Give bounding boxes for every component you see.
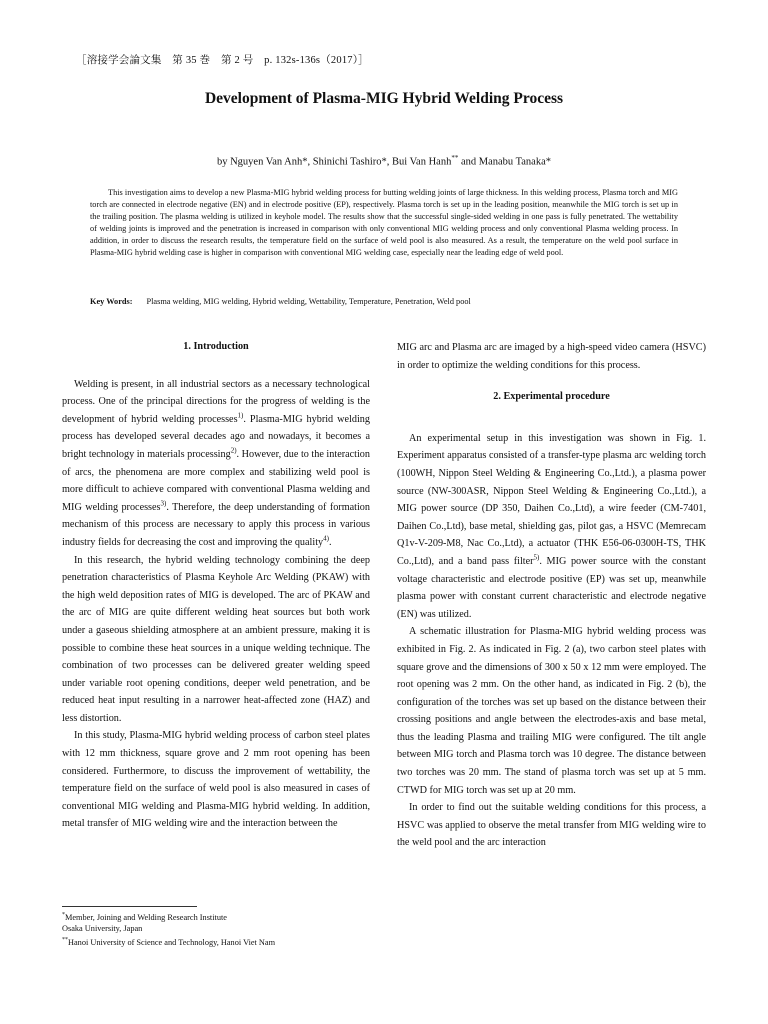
author-separator: , xyxy=(307,156,313,168)
left-column xyxy=(62,338,370,833)
author-3: Bui Van Hanh xyxy=(392,156,452,168)
footnote-mark: * xyxy=(62,912,65,918)
experimental-paragraph-3: In order to find out the suitable welding conditions for this process, a HSVC was applied to observe the metal transfer from MIG welding wire to the weld pool and the arc interaction xyxy=(397,802,706,849)
experimental-paragraph-2: A schematic illustration for Plasma-MIG hybrid welding process was exhibited in Fig. 2. As indicated in Fig. 2 (a), two carbon steel plates with square grove and the dimensions of 300 x 50 x 12 mm were employed. The root opening was 2 mm. On the other hand, as indicated in Fig. 2 (b), the configuration of the torches was set up based on the distance between their crossing positions and angle between the electrodes-axis and base metal, thus the leading Plasma and trailing MIG were configured. The tilt angle between MIG torch and Plasma torch was 10 degree. The distance between two torches was 20 mm. The stand of plasma torch was set up at 5 mm. CTWD for MIG torch was set up at 20 mm. xyxy=(397,626,706,796)
footnote-text: Hanoi University of Science and Technology, Hanoi Viet Nam xyxy=(68,937,276,947)
reference-mark: 1) xyxy=(237,411,244,420)
keywords xyxy=(90,297,690,306)
reference-mark: 3) xyxy=(160,499,167,508)
experimental-heading: 2. Experimental procedure xyxy=(493,391,610,403)
reference-mark: 5) xyxy=(533,553,540,562)
keywords-label: Key Words: xyxy=(90,297,133,306)
author-2: Shinichi Tashiro* xyxy=(312,156,387,168)
right-column xyxy=(397,339,706,852)
text-run: . Plasma-MIG hybrid welding process has developed several decades ago and nowadays, it becomes a bright technology in materials processing xyxy=(62,413,370,460)
text-run: . However, due to the interaction of arcs, the phenomena are more complex and stabilizing weld pool is more difficult to achieve compared with conventional Plasma welding and MIG welding processes xyxy=(62,448,370,513)
footnote-2 xyxy=(62,935,275,948)
footnote-1 xyxy=(62,910,275,923)
author-4: Manabu Tanaka* xyxy=(478,156,552,168)
author-line xyxy=(0,154,768,168)
paper-title: Development of Plasma-MIG Hybrid Welding Process xyxy=(204,90,564,107)
intro-paragraph-2: In this research, the hybrid welding technology combining the deep penetration characteristics of Plasma Keyhole Arc Welding (PKAW) with the high weld deposition rates of MIG is developed. The arc of PKAW and the arc of MIG are quite different welding heat sources but both work under a gaseous shielding atmosphere at an ambient pressure, making it is possible to combine these heat sources in a unique welding technique. The combination of two processes can be delivered greater welding speed under variable root opening conditions, deeper weld penetration, and be reduced heat input resulting in a narrower heat-affected zone (HAZ) and less distortion. xyxy=(62,554,370,724)
author-3-affiliation-mark: ** xyxy=(451,154,459,162)
footnote-text: Member, Joining and Welding Research Institute xyxy=(65,912,227,922)
intro-paragraph-1 xyxy=(62,376,370,552)
keywords-text: Plasma welding, MIG welding, Hybrid welding, Wettability, Temperature, Penetration, Weld pool xyxy=(146,297,471,306)
author-separator: , xyxy=(386,156,393,168)
footnote-1-line-2: Osaka University, Japan xyxy=(62,924,143,934)
introduction-heading: 1. Introduction xyxy=(183,341,249,352)
text-run: . xyxy=(328,536,332,548)
text-run: An experimental setup in this investigation was shown in Fig. 1. Experiment apparatus consisted of a transfer-type plasma arc welding torch (100WH, Nippon Steel Welding & Engineering Co.,Ltd.), a plasma power source (NW-300ASR, Nippon Steel Welding & Engineering Co.,Ltd.), a MIG power source (DP 350, Daihen Co.,Ltd), a wire feeder (CM-7401, Daihen Co.,Ltd), base metal, shielding gas, pilot gas, a HSVC (Memrecam Q1v-V-209-M8, Nac Co.,Ltd), a actuator (THK E56-06-0300H-TS, THK Co.,Ltd), and a band pass filter xyxy=(397,432,706,567)
footnote-mark: ** xyxy=(62,936,68,943)
abstract: This investigation aims to develop a new Plasma-MIG hybrid welding process for butting welding joints of large thickness. In this welding process, Plasma torch and MIG torch are connected in electrode negative (EN) and in electrode positive (EP), respectively. Plasma torch is set up in the leading position, meanwhile the MIG torch is set up in the trailing position. The plasma welding is utilized in keyhole model. The results show that the successful single-sided welding in one pass is fully penetrated. The wettability of welding joints is improved and the penetration is increased in comparison with only conventional MIG welding process and only conventional Plasma welding process. In addition, in order to discuss the research results, the temperature field on the surface of weld pool is also measured. As a result, the temperature on the weld pool surface in Plasma-MIG hybrid welding case is higher in comparison with conventional MIG welding case, especially near the leading edge of weld pool. xyxy=(90,188,678,258)
author-1: Nguyen Van Anh* xyxy=(230,156,308,168)
text-run: Welding is present, in all industrial sectors as a necessary technological process. One of the principal directions for the progress of welding is the development of hybrid welding processes xyxy=(62,378,370,425)
text-run: . MIG power source with the constant voltage characteristic and electrode positive (EP) was set up, meanwhile plasma power with constant current characteristic and electrode negative (EN) was utilized. xyxy=(397,555,706,620)
text-run: . Therefore, the deep understanding of formation mechanism of this process are necessary to apply this process in various industry fields for decreasing the cost and improving the quality xyxy=(62,501,370,548)
reference-mark: 4) xyxy=(323,534,329,543)
intro-paragraph-3: In this study, Plasma-MIG hybrid welding process of carbon steel plates with 12 mm thickness, square grove and 2 mm root opening has been considered. Furthermore, to discuss the improvement of wettability, the temperature field on the surface of weld pool is also measured in cases of conventional MIG welding and Plasma-MIG hybrid welding. In addition, metal transfer of MIG welding wire and the interaction between the xyxy=(62,730,370,830)
journal-citation: ［溶接学会論文集 第 35 巻 第 2 号 p. 132s-136s（2017）］ xyxy=(76,55,369,66)
footnote-divider xyxy=(62,906,197,907)
reference-mark: 2) xyxy=(230,446,237,455)
authors-prefix: by xyxy=(216,156,231,168)
footnotes xyxy=(62,910,275,948)
experimental-paragraph-1 xyxy=(397,430,706,624)
intro-paragraph-3-continued: MIG arc and Plasma arc are imaged by a high-speed video camera (HSVC) in order to optimize the welding conditions for this process. xyxy=(397,342,706,371)
author-separator: and xyxy=(458,156,479,168)
